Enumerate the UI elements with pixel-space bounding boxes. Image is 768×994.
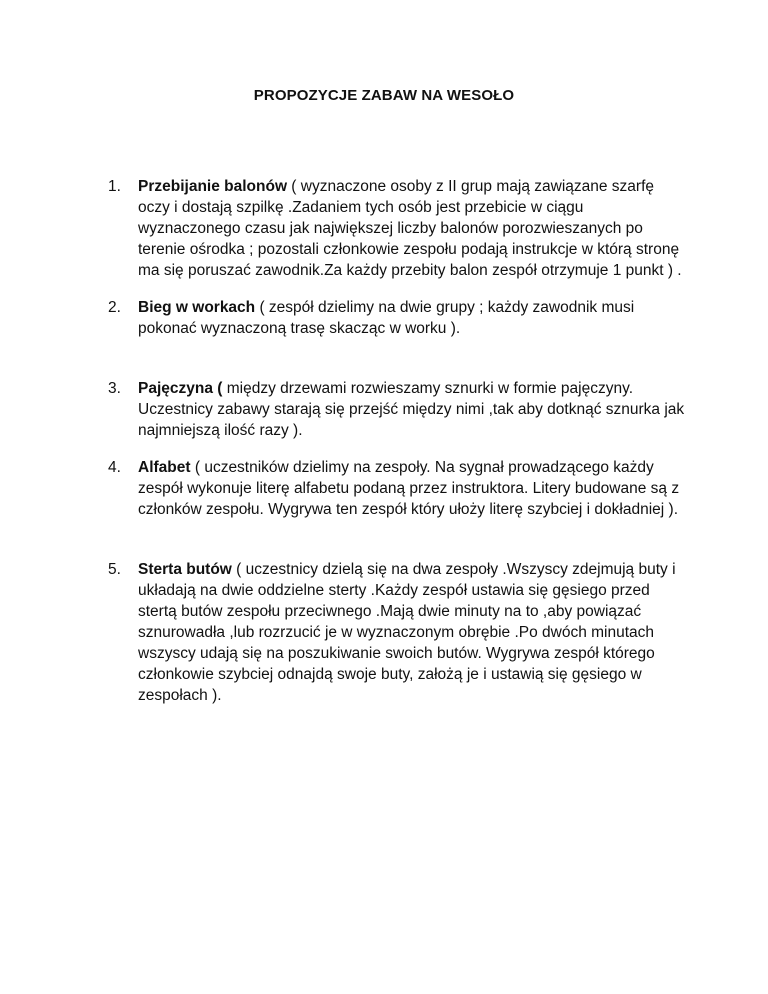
- list-item: [108, 176, 688, 281]
- item-description: ( uczestników dzielimy na zespoły. Na sygnał prowadzącego każdy zespół wykonuje literę alfabetu podaną przez instruktora. Litery budowane są z członków zespołu. Wygrywa ten zespół który ułoży literę szybciej i dokładniej ).: [138, 459, 680, 518]
- item-term: Sterta butów: [138, 561, 232, 578]
- games-list: [108, 176, 688, 706]
- item-term: Pajęczyna (: [138, 380, 223, 397]
- item-number: 2.: [108, 299, 121, 316]
- item-number: 3.: [108, 380, 121, 397]
- item-description: ( wyznaczone osoby z II grup mają zawiązane szarfę oczy i dostają szpilkę .Zadaniem tych osób jest przebicie w ciągu wyznaczonego czasu jak największej liczby balonów porozwieszanych po terenie ośrodka ; pozostali członkowie zespołu podają instrukcje w którą stronę ma się poruszać zawodnik.Za każdy przebity balon zespół otrzymuje 1 punkt ) .: [138, 178, 682, 279]
- item-description: między drzewami rozwieszamy sznurki w formie pajęczyny. Uczestnicy zabawy starają się przejść między nimi ,tak aby dotknąć sznurka jak najmniejszą ilość razy ).: [138, 380, 685, 439]
- item-number: 4.: [108, 459, 121, 476]
- item-description: ( uczestnicy dzielą się na dwa zespoły .Wszyscy zdejmują buty i układają na dwie oddzielne sterty .Każdy zespół ustawia się gęsiego przed stertą butów zespołu przeciwnego .Mają dwie minuty na to ,aby powiązać sznurowadła ,lub rozrzucić je w wyznaczonym obrębie .Po dwóch minutach wszyscy udają się na poszukiwanie swoich butów. Wygrywa zespół którego członkowie szybciej odnajdą swoje buty, założą je i ustawią się gęsiego w zespołach ).: [138, 561, 676, 704]
- list-item: [108, 559, 688, 706]
- list-item: [108, 457, 688, 520]
- item-number: 5.: [108, 561, 121, 578]
- list-item: [108, 378, 688, 441]
- document-title: PROPOZYCJE ZABAW NA WESOŁO: [253, 87, 515, 104]
- list-item: [108, 297, 688, 339]
- item-term: Alfabet: [138, 459, 191, 476]
- item-description: ( zespół dzielimy na dwie grupy ; każdy zawodnik musi pokonać wyznaczoną trasę skacząc w worku ).: [138, 299, 635, 337]
- item-term: Bieg w workach: [138, 299, 256, 316]
- item-number: 1.: [108, 178, 121, 195]
- item-term: Przebijanie balonów: [138, 178, 287, 195]
